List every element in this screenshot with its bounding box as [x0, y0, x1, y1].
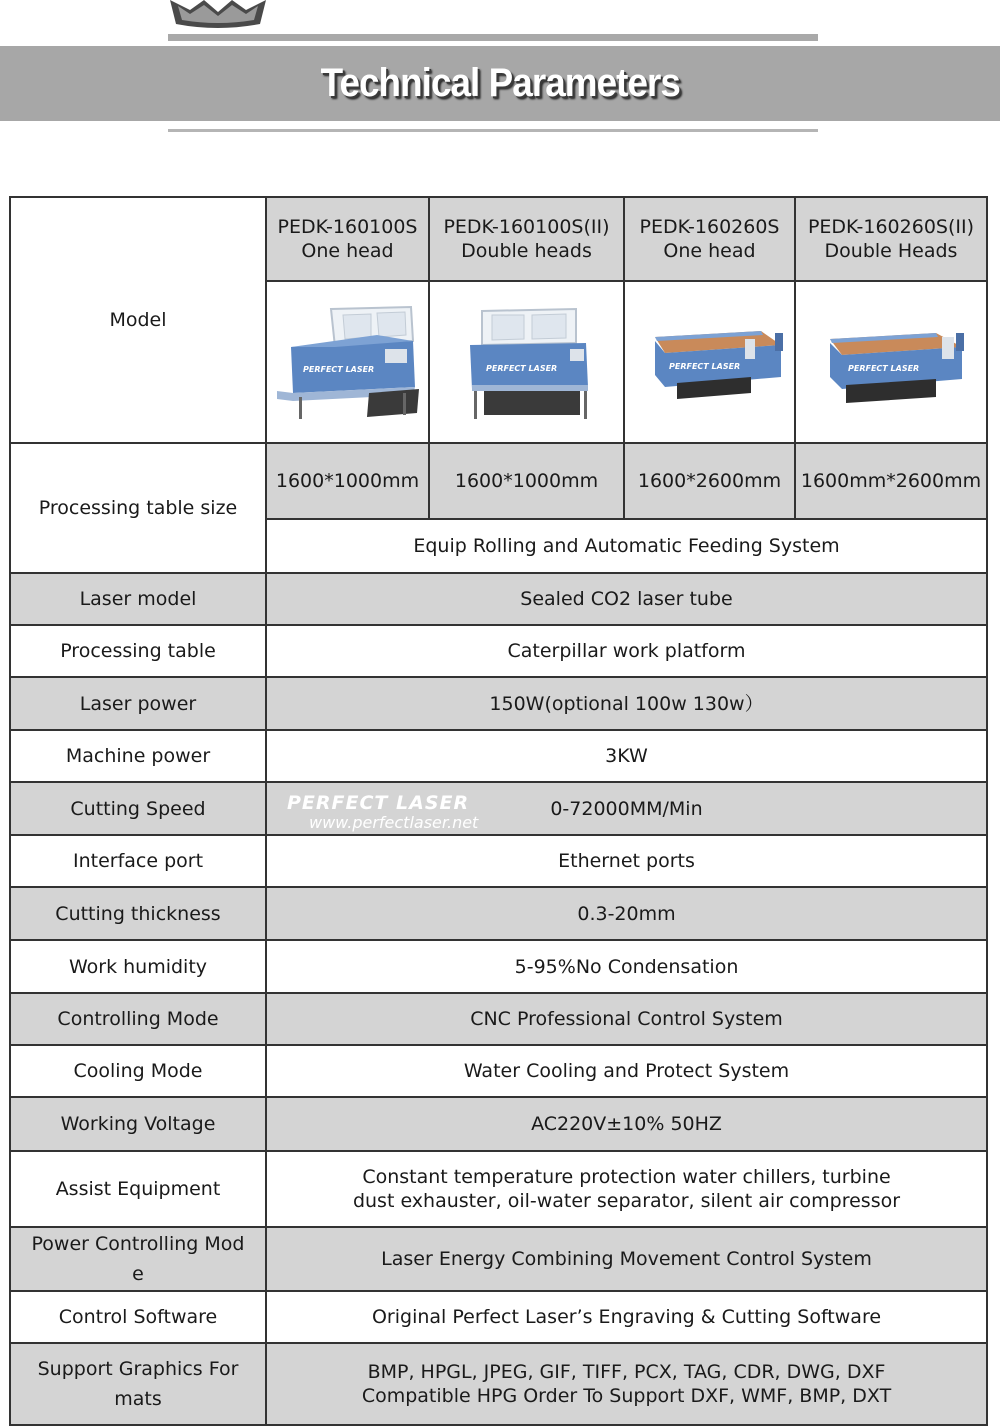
table-size-row [10, 443, 987, 519]
model-column-4 [795, 197, 987, 281]
model-column-2 [429, 197, 624, 281]
row-value: Water Cooling and Protect System [266, 1045, 987, 1097]
model-column-1 [266, 197, 429, 281]
model-heads: One head [663, 240, 756, 262]
table-row [10, 940, 987, 993]
row-value: 3KW [266, 730, 987, 782]
spec-table [9, 196, 988, 1426]
machine-image-cell [429, 281, 624, 443]
row-label: Cutting Speed [10, 782, 266, 835]
row-label-line: Power Controlling Mod [31, 1233, 245, 1255]
row-label [10, 1227, 266, 1291]
machine-brand-label: PERFECT LASER [485, 364, 557, 373]
row-value: Sealed CO2 laser tube [266, 573, 987, 625]
table-row [10, 993, 987, 1045]
row-label: Laser power [10, 677, 266, 730]
model-column-3 [624, 197, 795, 281]
table-size-value: 1600*1000mm [429, 443, 624, 519]
row-label: Controlling Mode [10, 993, 266, 1045]
row-value [266, 1151, 987, 1227]
table-row [10, 1097, 987, 1151]
row-label: Interface port [10, 835, 266, 887]
table-row [10, 782, 987, 835]
page-title: Technical Parameters [320, 61, 680, 105]
machine-image-cell [624, 281, 795, 443]
row-value-line: Constant temperature protection water chillers, turbine [362, 1166, 891, 1188]
table-row [10, 887, 987, 940]
watermark-url: www.perfectlaser.net [309, 813, 479, 832]
row-label: Work humidity [10, 940, 266, 993]
model-code: PEDK-160100S [277, 216, 418, 238]
row-label-line: mats [114, 1388, 162, 1410]
row-value: 0.3-20mm [266, 887, 987, 940]
model-code: PEDK-160100S(II) [443, 216, 610, 238]
laser-machine-image [273, 297, 423, 427]
table-row [10, 1045, 987, 1097]
row-value: 150W(optional 100w 130w） [266, 677, 987, 730]
row-value: AC220V±10% 50HZ [266, 1097, 987, 1151]
model-label: Model [10, 197, 266, 443]
row-label: Working Voltage [10, 1097, 266, 1151]
row-value: Caterpillar work platform [266, 625, 987, 677]
table-row [10, 573, 987, 625]
row-label: Laser model [10, 573, 266, 625]
table-row [10, 1227, 987, 1291]
row-value: Laser Energy Combining Movement Control System [266, 1227, 987, 1291]
laser-machine-image [452, 297, 602, 427]
machine-brand-label: PERFECT LASER [848, 364, 920, 373]
row-value [266, 1343, 987, 1425]
table-row [10, 1291, 987, 1343]
table-row [10, 1343, 987, 1425]
row-label [10, 1343, 266, 1425]
model-code: PEDK-160260S(II) [807, 216, 975, 238]
table-row [10, 625, 987, 677]
table-row [10, 1151, 987, 1227]
row-label-line: e [132, 1263, 144, 1285]
table-size-value: 1600mm*2600mm [795, 443, 987, 519]
crown-logo-icon [168, 0, 268, 30]
machine-image-cell [266, 281, 429, 443]
model-row [10, 197, 987, 281]
model-heads: Double Heads [824, 240, 958, 262]
top-divider [168, 34, 818, 41]
row-value: Ethernet ports [266, 835, 987, 887]
row-value: Original Perfect Laser’s Engraving & Cutting Software [266, 1291, 987, 1343]
title-divider [168, 129, 818, 132]
watermark-brand: PERFECT LASER [287, 792, 470, 814]
row-label: Processing table size [10, 443, 266, 573]
row-label: Cooling Mode [10, 1045, 266, 1097]
laser-machine-image [635, 297, 785, 427]
row-value-line: Compatible HPG Order To Support DXF, WMF, BMP, DXT [361, 1385, 892, 1407]
table-row [10, 730, 987, 782]
model-heads: Double heads [461, 240, 592, 262]
row-label: Assist Equipment [10, 1151, 266, 1227]
table-size-value: 1600*2600mm [624, 443, 795, 519]
row-value-line: dust exhauster, oil-water separator, silent air compressor [352, 1190, 901, 1212]
machine-brand-label: PERFECT LASER [668, 362, 740, 371]
row-value: 0-72000MM/Min [266, 782, 987, 835]
row-label-line: Support Graphics For [37, 1358, 239, 1380]
row-value: CNC Professional Control System [266, 993, 987, 1045]
table-row [10, 677, 987, 730]
row-value-line: BMP, HPGL, JPEG, GIF, TIFF, PCX, TAG, CDR, DWG, DXF [367, 1361, 886, 1383]
model-heads: One head [301, 240, 394, 262]
machine-image-cell [795, 281, 987, 443]
title-banner [0, 46, 1000, 121]
row-value: 5-95%No Condensation [266, 940, 987, 993]
table-row [10, 835, 987, 887]
table-size-value: 1600*1000mm [266, 443, 429, 519]
laser-machine-image [816, 297, 966, 427]
row-label: Control Software [10, 1291, 266, 1343]
row-label: Cutting thickness [10, 887, 266, 940]
row-label: Processing table [10, 625, 266, 677]
model-code: PEDK-160260S [639, 216, 780, 238]
feeding-system-value: Equip Rolling and Automatic Feeding System [266, 519, 987, 573]
machine-brand-label: PERFECT LASER [302, 365, 374, 374]
row-label: Machine power [10, 730, 266, 782]
